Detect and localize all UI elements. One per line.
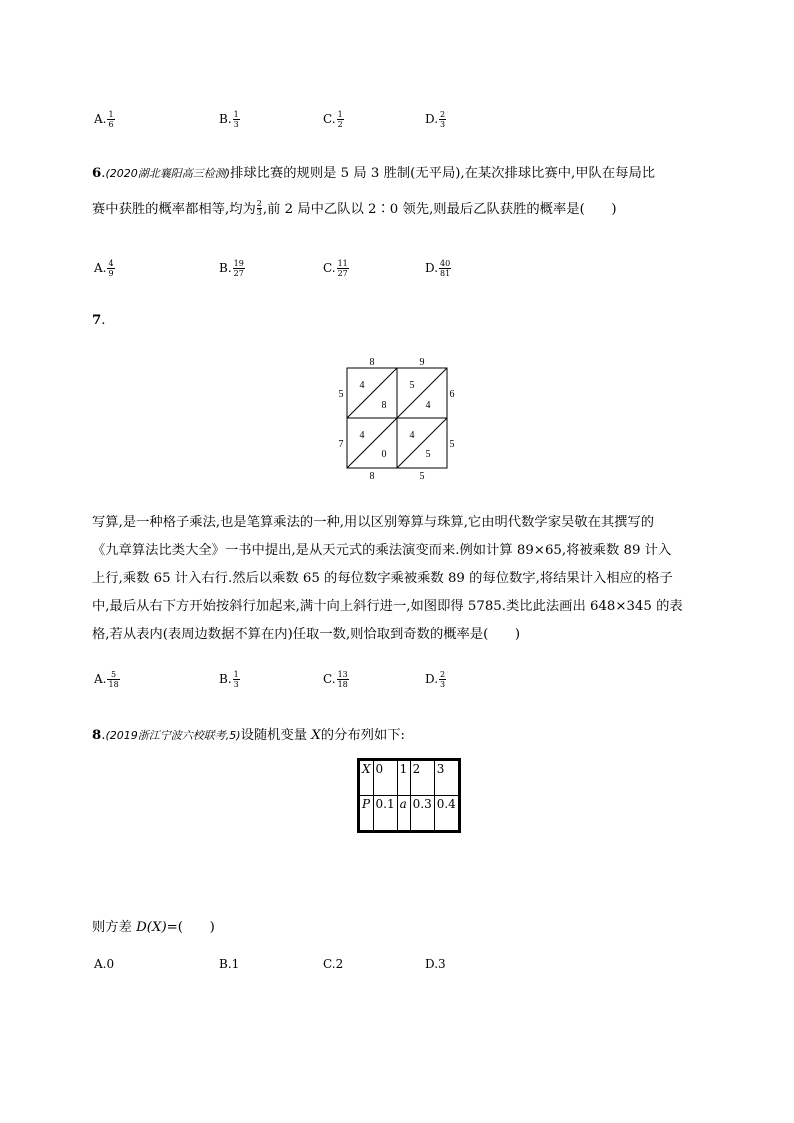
cell-upper: 5 [409, 380, 415, 391]
q5-option-a: A. $\frac{1}{6}$ [94, 110, 114, 129]
fraction: $\frac{19}{27}$ [233, 259, 244, 278]
q6-stem-line-1: 6.(2020湖北襄阳高三检测)排球比赛的规则是 5 局 3 胜制(无平局),在某次排球比赛中,甲队在每局比 [92, 166, 656, 181]
q5-option-c: C. $\frac{1}{2}$ [323, 110, 343, 129]
q5-option-b: B. $\frac{1}{3}$ [219, 110, 239, 129]
question-source: (2020湖北襄阳高三检测) [105, 167, 231, 180]
q7-stem-line-5: 格,若从表内(表周边数据不算在内)任取一数,则恰取到奇数的概率是( ) [92, 627, 521, 642]
bottom-label: 5 [419, 471, 425, 482]
diagonal [347, 368, 397, 418]
q7-option-b: B. $\frac{1}{3}$ [219, 670, 239, 689]
cell-upper: 4 [359, 380, 365, 391]
q7-stem-line-1: 写算,是一种格子乘法,也是笔算乘法的一种,用以区别筹算与珠算,它由明代数学家吴敬在其撰写的 [92, 515, 655, 530]
fraction: $\frac{2}{3}$ [440, 670, 446, 689]
table-cell: 0.1 [373, 796, 397, 832]
q6-stem-line-2: 赛中获胜的概率都相等,均为 $\frac{2}{3}$ ,前 2 局中乙队以 2∶0 领先,则最后乙队获胜的概率是( ) [92, 199, 617, 217]
fraction: $\frac{2}{3}$ [440, 110, 446, 129]
q7-option-c: C. $\frac{13}{18}$ [323, 670, 348, 689]
fraction: $\frac{1}{3}$ [233, 110, 239, 129]
diagonal [347, 418, 397, 468]
fraction: $\frac{40}{81}$ [440, 259, 451, 278]
diagonal [397, 368, 447, 418]
fraction: $\frac{1}{6}$ [108, 110, 114, 129]
bottom-label: 8 [369, 471, 375, 482]
table-cell: 2 [410, 760, 434, 796]
cell-upper: 4 [359, 430, 365, 441]
fraction: $\frac{4}{9}$ [108, 259, 114, 278]
question-number: 6 [92, 166, 102, 181]
fraction: $\frac{5}{18}$ [108, 670, 119, 689]
q7-option-d: D. $\frac{2}{3}$ [425, 670, 446, 689]
q6-option-b: B. $\frac{19}{27}$ [219, 259, 244, 278]
lattice-multiplication-figure [332, 354, 462, 484]
question-source: (2019浙江宁波六校联考,5) [105, 729, 241, 742]
right-label: 5 [449, 439, 455, 450]
q5-option-d: D. $\frac{2}{3}$ [425, 110, 446, 129]
cell-upper: 4 [409, 430, 415, 441]
cell-lower: 8 [381, 400, 387, 411]
q6-option-c: C. $\frac{11}{27}$ [323, 259, 348, 278]
table-cell: 0 [373, 760, 397, 796]
table-cell: X [359, 760, 374, 796]
right-label: 6 [449, 389, 455, 400]
cell-lower: 4 [425, 400, 431, 411]
cell-lower: 0 [381, 449, 387, 460]
distribution-table [357, 758, 461, 833]
left-label: 5 [338, 389, 344, 400]
fraction: $\frac{1}{2}$ [337, 110, 343, 129]
table-cell: 3 [434, 760, 459, 796]
table-cell: 0.3 [410, 796, 434, 832]
table-cell: P [359, 796, 374, 832]
question-number: 8 [92, 728, 102, 743]
top-label: 8 [369, 357, 375, 368]
top-label: 9 [419, 357, 425, 368]
q7-stem-line-3: 上行,乘数 65 计入右行.然后以乘数 65 的每位数字乘被乘数 89 的每位数字,将结果计入相应的格子 [92, 571, 673, 586]
left-label: 7 [338, 439, 344, 450]
q7-option-a: A. $\frac{5}{18}$ [94, 670, 119, 689]
table-cell: 0.4 [434, 796, 459, 832]
table-row [359, 796, 460, 832]
q6-option-a: A. $\frac{4}{9}$ [94, 259, 114, 278]
q6-option-d: D. $\frac{40}{81}$ [425, 259, 451, 278]
fraction: $\frac{11}{27}$ [337, 259, 348, 278]
q8-option-c: C.2 [323, 957, 344, 971]
table-cell: a [397, 796, 410, 832]
q7-stem-line-2: 《九章算法比类大全》一书中提出,是从天元式的乘法演变而来.例如计算 89×65,将被乘数 89 计入 [92, 543, 672, 558]
q8-option-b: B.1 [219, 957, 240, 971]
cell-lower: 5 [425, 449, 431, 460]
q8-option-a: A.0 [94, 957, 115, 971]
table-cell: 1 [397, 760, 410, 796]
fraction: $\frac{2}{3}$ [256, 199, 262, 217]
q7-number: 7. [92, 313, 106, 328]
q8-option-d: D.3 [425, 957, 446, 971]
table-row [359, 760, 460, 796]
q8-stem: 8.(2019浙江宁波六校联考,5)设随机变量 X的分布列如下: [92, 728, 406, 743]
fraction: $\frac{13}{18}$ [337, 670, 348, 689]
q7-stem-line-4: 中,最后从右下方开始按斜行加起来,满十向上斜行进一,如图即得 5785.类比此法画出 648×345 的表 [92, 599, 683, 614]
fraction: $\frac{1}{3}$ [233, 670, 239, 689]
diagonal [397, 418, 447, 468]
q8-question: 则方差 D(X)=( ) [92, 920, 215, 935]
